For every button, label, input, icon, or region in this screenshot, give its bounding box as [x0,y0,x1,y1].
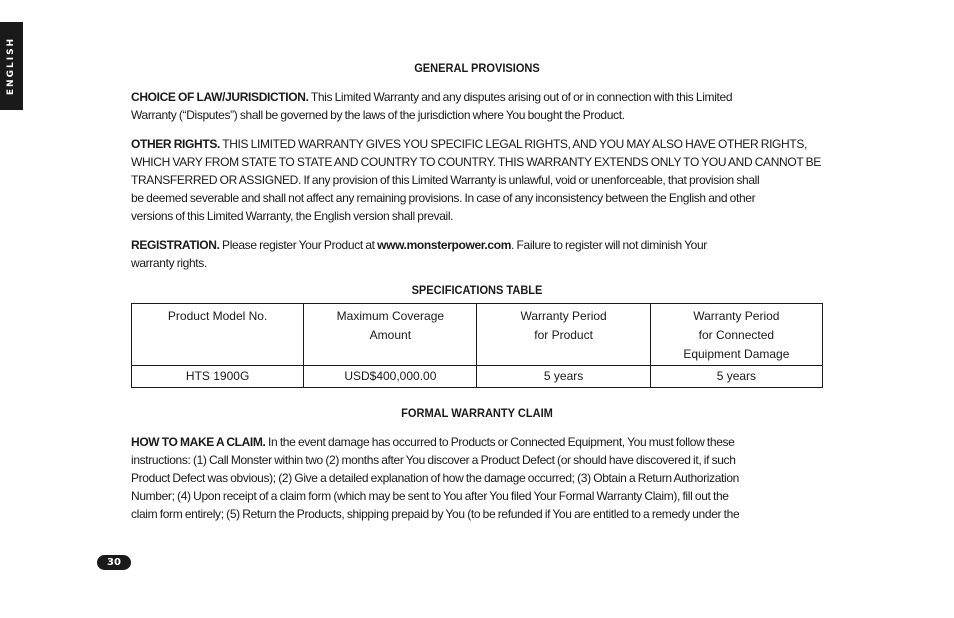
page-number-badge: 30 [97,555,131,570]
paragraph-how-to-claim [131,433,823,523]
website-link[interactable]: www.monsterpower.com [377,238,512,252]
language-tab [0,22,23,110]
heading-specifications-table: SPECIFICATIONS TABLE [411,283,543,297]
cell-coverage: USD$400,000.00 [304,366,477,388]
header-warranty-connected [650,304,822,366]
how-to-claim-lead: HOW TO MAKE A CLAIM. [131,435,266,449]
other-rights-line-1: THIS LIMITED WARRANTY GIVES YOU SPECIFIC LEGAL RIGHTS, AND YOU MAY ALSO HAVE OTHER RIGHTS, [222,137,807,151]
specifications-table [131,303,823,388]
header-cell-line: for Product [534,328,593,342]
choice-of-law-line-1: This Limited Warranty and any disputes arising out of or in connection with this Limited [310,90,733,104]
header-cell-line: for Connected [698,328,775,342]
header-cell-line: Maximum Coverage [336,309,445,323]
other-rights-line-4: be deemed severable and shall not affect any remaining provisions. In case of any inconsistency between the English and other [131,191,756,205]
table-header-row [132,304,823,366]
heading-formal-warranty-claim: FORMAL WARRANTY CLAIM [401,406,553,420]
paragraph-choice-of-law [131,88,823,124]
how-to-claim-line-5: claim form entirely; (5) Return the Products, shipping prepaid by You (to be refunded if You are entitled to a remedy under the [131,507,740,521]
header-product-model [132,304,304,366]
how-to-claim-line-4: Number; (4) Upon receipt of a claim form (which may be sent to You after You filed Your Formal Warranty Claim), fill out the [131,489,729,503]
choice-of-law-line-2: Warranty (“Disputes”) shall be governed by the laws of the jurisdiction where You bought the Product. [131,108,625,122]
other-rights-lead: OTHER RIGHTS. [131,137,220,151]
header-cell-line: Product Model No. [167,309,268,323]
page-content [131,59,823,523]
other-rights-line-5: versions of this Limited Warranty, the English version shall prevail. [131,209,454,223]
header-cell-line: Warranty Period [520,309,607,323]
header-max-coverage [304,304,477,366]
header-cell-line: Amount [369,328,412,342]
language-tab-label: ENGLISH [6,36,17,96]
registration-lead: REGISTRATION. [131,238,220,252]
choice-of-law-lead: CHOICE OF LAW/JURISDICTION. [131,90,309,104]
cell-warranty-product: 5 years [477,366,650,388]
how-to-claim-line-1: In the event damage has occurred to Products or Connected Equipment, You must follow these [268,435,735,449]
heading-general-provisions: GENERAL PROVISIONS [414,61,540,75]
registration-text: Please register Your Product at [222,238,375,252]
header-cell-line: Warranty Period [693,309,780,323]
header-cell-line: Equipment Damage [683,347,790,361]
how-to-claim-line-2: instructions: (1) Call Monster within two (2) months after You discover a Product Defect (or should have discovered it, if such [131,453,736,467]
cell-warranty-connected: 5 years [650,366,822,388]
header-warranty-product [477,304,650,366]
how-to-claim-line-3: Product Defect was obvious); (2) Give a detailed explanation of how the damage occurred; (3) Obtain a Return Authorization [131,471,739,485]
other-rights-line-3: TRANSFERRED OR ASSIGNED. If any provision of this Limited Warranty is unlawful, void or unenforceable, that provision shall [131,173,760,187]
other-rights-line-2: WHICH VARY FROM STATE TO STATE AND COUNTRY TO COUNTRY. THIS WARRANTY EXTENDS ONLY TO YOU AND CANNOT BE [131,155,821,169]
cell-model: HTS 1900G [132,366,304,388]
paragraph-registration [131,236,823,272]
table-row [132,366,823,388]
registration-line-2: warranty rights. [131,256,207,270]
registration-text-after: . Failure to register will not diminish Your [511,238,707,252]
paragraph-other-rights [131,135,823,225]
